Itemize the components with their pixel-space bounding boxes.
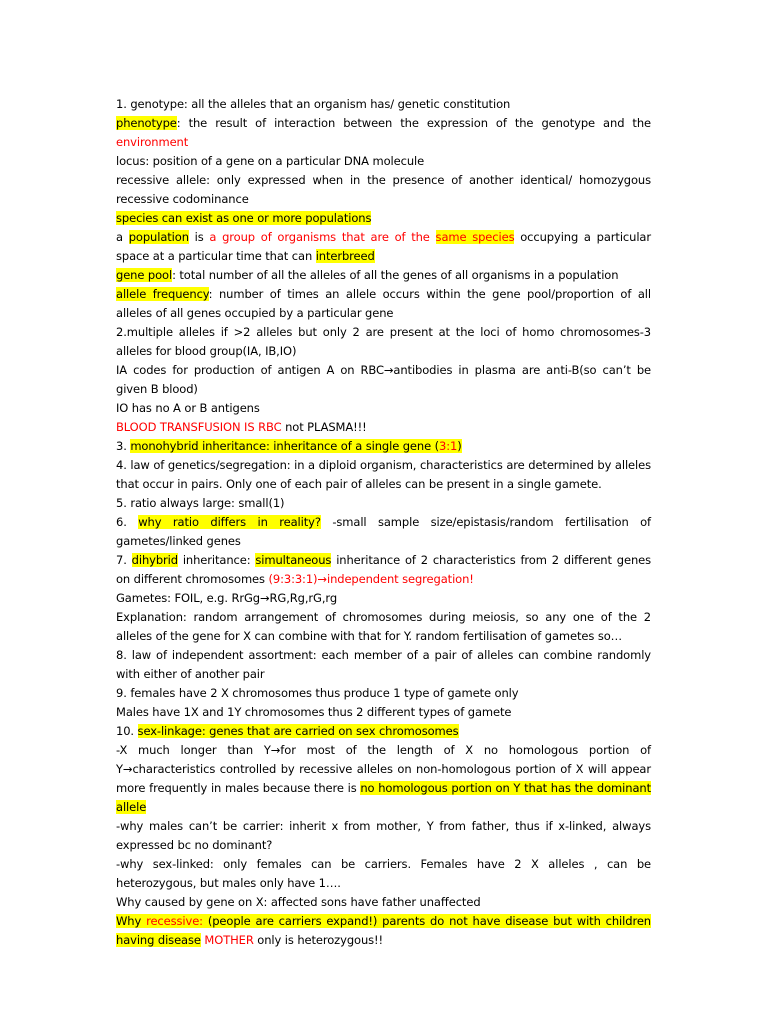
notes-body <box>116 95 651 950</box>
note-line <box>116 437 651 456</box>
note-line <box>116 703 651 722</box>
text-run: 8. law of independent assortment: each member of a pair of alleles can combine randomly with either of another pair <box>116 648 651 681</box>
note-line <box>116 456 651 494</box>
text-run: monohybrid inheritance: inheritance of a single gene ( <box>130 439 439 453</box>
text-run: a group of organisms that are of the <box>209 230 436 244</box>
text-run: IO has no A or B antigens <box>116 401 260 415</box>
text-run: 3:1 <box>439 439 458 453</box>
text-run: is <box>188 230 210 244</box>
text-run: Why caused by gene on X: affected sons have father unaffected <box>116 895 481 909</box>
text-run: phenotype <box>116 116 177 130</box>
text-run: no homologous portion on Y that has the dominant allele <box>116 781 651 814</box>
note-line <box>116 171 651 209</box>
text-run: -X much longer than Y→for most of the length of X no homologous portion of Y→characteristics controlled by recessive alleles on non-homologous portion of X will appear more frequently in males because there is <box>116 743 651 795</box>
note-line <box>116 418 651 437</box>
note-line <box>116 855 651 893</box>
text-run: occupying a particular space at a particular time that can <box>116 230 651 263</box>
text-run: 4. law of genetics/segregation: in a diploid organism, characteristics are determined by alleles that occur in pairs. Only one of each pair of alleles can be present in a single gamete. <box>116 458 651 491</box>
text-run: Males have 1X and 1Y chromosomes thus 2 different types of gamete <box>116 705 512 719</box>
note-line <box>116 589 651 608</box>
text-run: recessive allele: only expressed when in the presence of another identical/ homozygous recessive codominance <box>116 173 651 206</box>
note-line <box>116 893 651 912</box>
text-run: locus: position of a gene on a particular DNA molecule <box>116 154 425 168</box>
text-run: (people are carriers expand!) parents do not have disease but with children having disease <box>116 914 651 947</box>
text-run: a <box>116 230 129 244</box>
note-line <box>116 722 651 741</box>
text-run: 1. genotype: all the alleles that an organism has/ genetic constitution <box>116 97 511 111</box>
text-run: recessive: <box>146 914 203 928</box>
note-line <box>116 209 651 228</box>
text-run: simultaneous <box>255 553 332 567</box>
text-run: : number of times an allele occurs within the gene pool/proportion of all alleles of all genes occupied by a particular gene <box>116 287 651 320</box>
text-run: environment <box>116 135 189 149</box>
text-run: why ratio differs in reality? <box>138 515 321 529</box>
text-run: sex-linkage: genes that are carried on sex chromosomes <box>137 724 459 738</box>
text-run: 6. <box>116 515 139 529</box>
note-line <box>116 513 651 551</box>
note-line <box>116 608 651 646</box>
text-run: : the result of interaction between the expression of the genotype and the <box>176 116 651 130</box>
note-line <box>116 551 651 589</box>
text-run: BLOOD TRANSFUSION IS RBC <box>116 420 282 434</box>
text-run: 5. ratio always large: small(1) <box>116 496 285 510</box>
text-run: population <box>128 230 189 244</box>
note-line <box>116 646 651 684</box>
text-run: 2.multiple alleles if >2 alleles but only 2 are present at the loci of homo chromosomes-3 alleles for blood group(IA, IB,IO) <box>116 325 651 358</box>
note-line <box>116 912 651 950</box>
text-run: -why sex-linked: only females can be carriers. Females have 2 X alleles , can be heterozygous, but males only have 1…. <box>116 857 651 890</box>
text-run: gene pool <box>116 268 173 282</box>
note-line <box>116 323 651 361</box>
note-line <box>116 95 651 114</box>
text-run: : total number of all the alleles of all the genes of all organisms in a population <box>172 268 619 282</box>
note-line <box>116 266 651 285</box>
text-run: (9:3:3:1)→independent segregation! <box>268 572 474 586</box>
text-run: 7. <box>116 553 132 567</box>
text-run: only is heterozygous!! <box>253 933 384 947</box>
text-run: 9. females have 2 X chromosomes thus produce 1 type of gamete only <box>116 686 519 700</box>
text-run: inheritance of 2 characteristics from 2 different genes on different chromosomes <box>116 553 651 586</box>
note-line <box>116 684 651 703</box>
note-line <box>116 399 651 418</box>
note-line <box>116 817 651 855</box>
text-run: same species <box>435 230 515 244</box>
text-run: dihybrid <box>131 553 178 567</box>
text-run: species can exist as one or more populations <box>116 211 372 225</box>
text-run: Why <box>116 914 147 928</box>
note-line <box>116 152 651 171</box>
note-line <box>116 114 651 152</box>
text-run: Gametes: FOIL, e.g. RrGg→RG,Rg,rG,rg <box>116 591 338 605</box>
text-run: 10. <box>116 724 138 738</box>
text-run: -small sample size/epistasis/random fertilisation of gametes/linked genes <box>116 515 652 548</box>
note-line <box>116 494 651 513</box>
text-run: IA codes for production of antigen A on RBC→antibodies in plasma are anti-B(so can’t be given B blood) <box>116 363 651 396</box>
note-line <box>116 361 651 399</box>
note-line <box>116 285 651 323</box>
text-run: MOTHER <box>204 933 254 947</box>
text-run: allele frequency <box>116 287 209 301</box>
text-run: ) <box>457 439 462 453</box>
text-run: -why males can’t be carrier: inherit x from mother, Y from father, thus if x-linked, always expressed bc no dominant? <box>116 819 651 852</box>
note-line <box>116 741 651 817</box>
text-run: 3. <box>116 439 131 453</box>
text-run: inheritance: <box>177 553 256 567</box>
text-run: not PLASMA!!! <box>281 420 367 434</box>
note-line <box>116 228 651 266</box>
text-run: Explanation: random arrangement of chromosomes during meiosis, so any one of the 2 alleles of the gene for X can combine with that for Y. random fertilisation of gametes so… <box>116 610 651 643</box>
text-run: interbreed <box>315 249 375 263</box>
